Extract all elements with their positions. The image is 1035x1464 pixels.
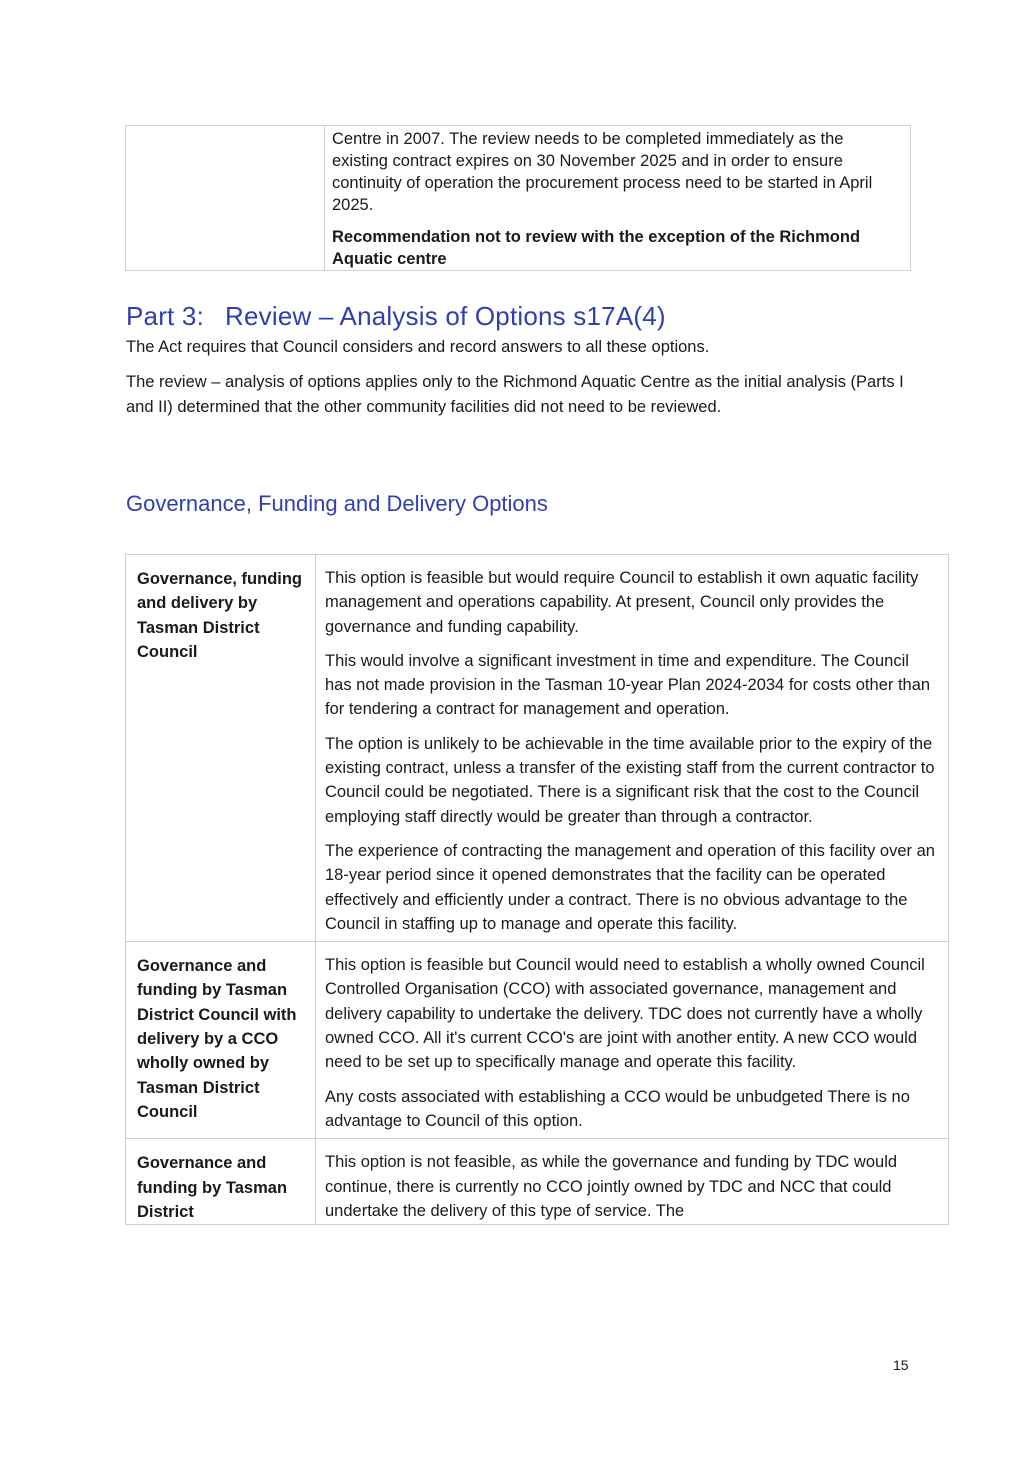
option-description: [316, 942, 949, 1139]
option-paragraph: This option is not feasible, as while the governance and funding by TDC would continue, there is currently no CCO jointly owned by TDC and NCC that could undertake the delivery of this type of service. The: [325, 1153, 898, 1220]
continuation-paragraph: Centre in 2007. The review needs to be completed immediately as the existing contract expires on 30 November 2025 and in order to ensure continuity of operation the procurement process need to be started in April 2025.: [332, 130, 873, 214]
part3-heading: [126, 301, 666, 332]
option-paragraph: The experience of contracting the management and operation of this facility over an 18-year period since it opened demonstrates that the facility can be operated effectively and efficiently under a contract. There is no obvious advantage to the Council in staffing up to manage and operate this facility.: [325, 841, 935, 933]
part3-intro-1: The Act requires that Council considers and record answers to all these options.: [126, 338, 710, 356]
continuation-cell: [325, 126, 911, 271]
option-label: Governance and funding by Tasman District Council with delivery by a CCO wholly owned by Tasman District Council: [126, 942, 316, 1139]
empty-label-cell: [126, 126, 325, 271]
part3-title: Review – Analysis of Options s17A(4): [225, 301, 666, 331]
option-paragraph: This option is feasible but Council would need to establish a wholly owned Council Controlled Organisation (CCO) with associated governance, management and delivery capability to undertake the delivery. TDC does not currently have a wholly owned CCO. All it's current CCO's are joint with another entity. A new CCO would need to be set up to specifically manage and operate this facility.: [325, 956, 925, 1072]
table-row: [126, 1139, 949, 1225]
option-paragraph: This option is feasible but would require Council to establish it own aquatic facility management and operations capability. At present, Council only provides the governance and funding capability.: [325, 569, 919, 636]
recommendation-text: Recommendation not to review with the exception of the Richmond Aquatic centre: [332, 228, 861, 268]
continuation-table: [125, 125, 911, 271]
options-table: [125, 554, 949, 1225]
table-row: [126, 942, 949, 1139]
option-description: [316, 555, 949, 942]
part3-intro-2: The review – analysis of options applies only to the Richmond Aquatic Centre as the initial analysis (Parts I and II) determined that the other community facilities did not need to be reviewed.: [126, 373, 904, 416]
option-description: [316, 1139, 949, 1225]
option-paragraph: Any costs associated with establishing a CCO would be unbudgeted There is no advantage to Council of this option.: [325, 1087, 910, 1130]
section-heading: Governance, Funding and Delivery Options: [126, 491, 548, 516]
option-label: Governance and funding by Tasman District: [126, 1139, 316, 1225]
table-row: [126, 555, 949, 942]
option-label: Governance, funding and delivery by Tasman District Council: [126, 555, 316, 942]
part3-label: Part 3:: [126, 301, 204, 331]
table-row: [126, 126, 911, 271]
page-number: 15: [893, 1357, 909, 1373]
option-paragraph: This would involve a significant investment in time and expenditure. The Council has not made provision in the Tasman 10-year Plan 2024-2034 for costs other than for tendering a contract for management and operation.: [325, 651, 931, 719]
option-paragraph: The option is unlikely to be achievable in the time available prior to the expiry of the existing contract, unless a transfer of the existing staff from the current contractor to Council could be negotiated. There is a significant risk that the cost to the Council employing staff directly would be greater than through a contractor.: [325, 734, 935, 826]
